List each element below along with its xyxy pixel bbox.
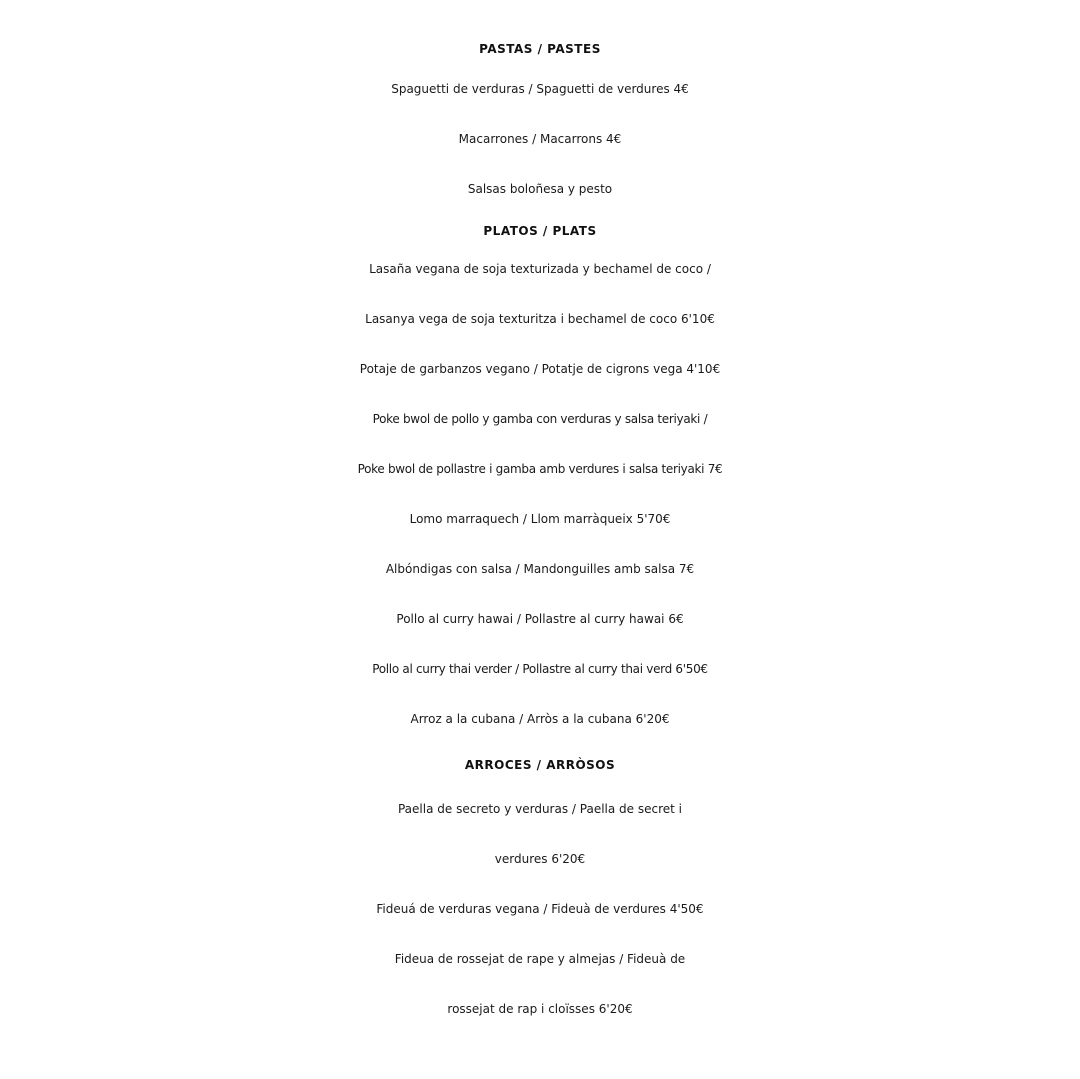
menu-note-salsas: Salsas boloñesa y pesto [467,182,613,196]
section-pastas [0,26,1080,214]
menu-item-albondigas: Albóndigas con salsa / Mandonguilles amb salsa 7€ [385,562,695,576]
section-heading-platos: PLATOS / PLATS [483,224,597,238]
section-arroces [0,742,1080,1034]
menu-item-paella-line-2: verdures 6'20€ [494,852,586,866]
menu-item-pollo-hawai: Pollo al curry hawai / Pollastre al curry hawai 6€ [396,612,684,626]
menu-item-potaje: Potaje de garbanzos vegano / Potatje de cigrons vega 4'10€ [359,362,721,376]
menu-item-fideua-rape-line-1: Fideua de rossejat de rape y almejas / Fideuà de [394,952,686,966]
menu-item-fideua-verduras: Fideuá de verduras vegana / Fideuà de verdures 4'50€ [376,902,704,916]
menu-item-pollo-thai: Pollo al curry thai verder / Pollastre al curry thai verd 6'50€ [372,662,708,676]
menu-item-poke-line-1: Poke bwol de pollo y gamba con verduras y salsa teriyaki / [372,412,708,426]
menu-item-arroz-cubana: Arroz a la cubana / Arròs a la cubana 6'20€ [410,712,670,726]
menu-item-lasana-line-1: Lasaña vegana de soja texturizada y bechamel de coco / [369,262,711,276]
menu-item-fideua-rape-line-2: rossejat de rap i cloïsses 6'20€ [447,1002,633,1016]
menu-item-paella-line-1: Paella de secreto y verduras / Paella de secret i [397,802,682,816]
menu-item-macarrones: Macarrones / Macarrons 4€ [458,132,622,146]
menu-item-poke-line-2: Poke bwol de pollastre i gamba amb verdures i salsa teriyaki 7€ [357,462,723,476]
menu-item-lasana-line-2: Lasanya vega de soja texturitza i bechamel de coco 6'10€ [365,312,715,326]
section-heading-arroces: ARROCES / ARRÒSOS [464,758,616,772]
section-platos [0,208,1080,744]
menu-item-spaguetti: Spaguetti de verduras / Spaguetti de verdures 4€ [391,82,689,96]
section-heading-pastas: PASTAS / PASTES [479,42,601,56]
menu-content [0,26,1080,1034]
menu-item-lomo: Lomo marraquech / Llom marràqueix 5'70€ [409,512,671,526]
